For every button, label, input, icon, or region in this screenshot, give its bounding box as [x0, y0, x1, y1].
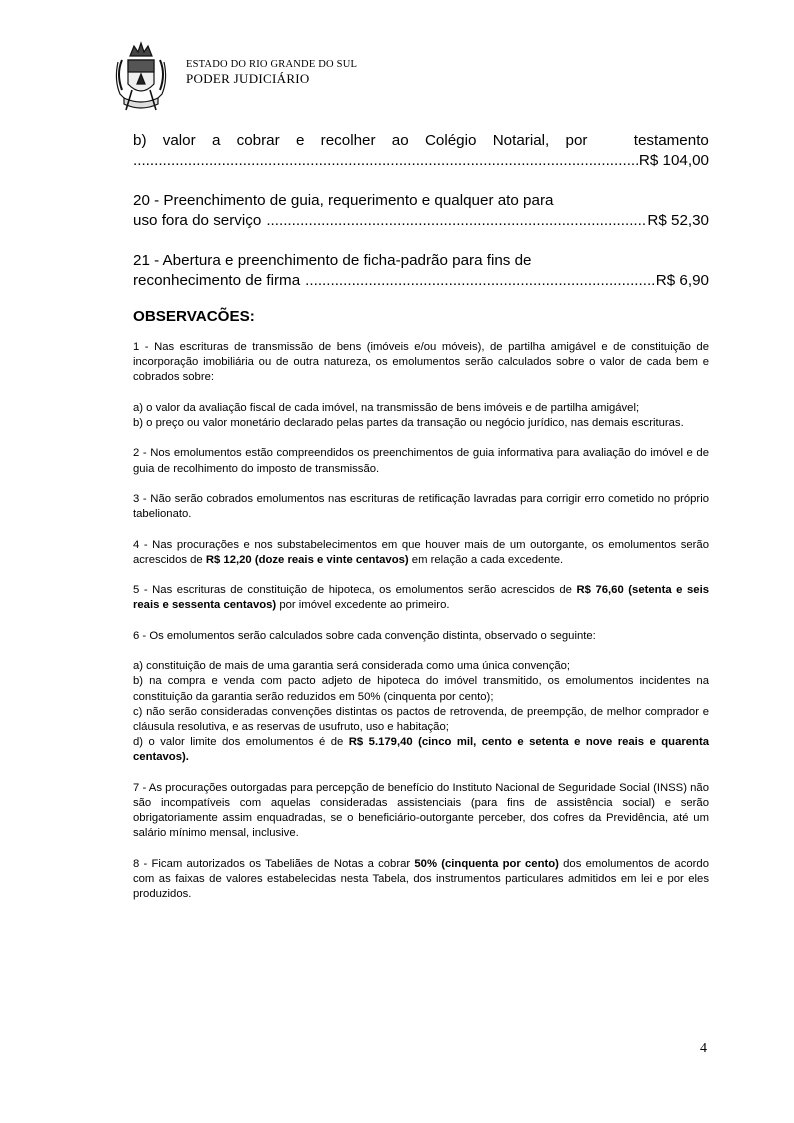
paragraph: a) constituição de mais de uma garantia será considerada como uma única convenção; — [133, 660, 571, 673]
fee-item-20 — [133, 191, 709, 231]
word: e — [295, 132, 305, 149]
paragraph: b) o preço ou valor monetário declarado pelas partes da transação ou negócio jurídico, nas demais escrituras. — [133, 417, 684, 429]
observation-6-items — [133, 659, 709, 765]
paragraph: 7 - As procurações outorgadas para percepção de benefício do Instituto Nacional de Seguridade Social (INSS) não são incompatíveis com aquelas consideradas assistenciais (para fins de assistência social) e serão obrigatoriamente assim enquadradas, se o beneficiário-outorgante perceber, dos cofres da Previdência, até um salário mínimo mensal, inclusive. — [133, 781, 709, 840]
word: recolher — [320, 132, 376, 149]
fee-item-20-line1: 20 - Preenchimento de guia, requerimento e qualquer ato para — [133, 192, 554, 209]
fee-item-21-price-row — [133, 271, 709, 291]
word: Colégio — [424, 132, 477, 149]
text: 5 - Nas escrituras de constituição de hipoteca, os emolumentos serão acrescidos de — [133, 584, 577, 597]
paragraph: b) na compra e venda com pacto adjeto de hipoteca do imóvel transmitido, os emolumentos incidentes na constituição da garantia serão reduzidos em 50% (cinquenta por cento); — [133, 675, 709, 703]
page-number: 4 — [700, 1041, 707, 1056]
paragraph — [133, 583, 709, 613]
fee-price: R$ 52,30 — [647, 212, 709, 229]
text: dos emolumentos de acordo com as faixas de valores estabelecidas nesta Tabela, dos instrumentos particulares admitidos em lei e por eles produzidos. — [133, 857, 709, 901]
dot-leader — [305, 271, 655, 291]
word: Notarial, — [492, 132, 550, 149]
paragraph — [133, 735, 709, 765]
observation-8 — [133, 857, 709, 903]
fee-item-b — [133, 131, 709, 171]
observation-5 — [133, 583, 709, 613]
document-body — [133, 131, 709, 918]
header-state: ESTADO DO RIO GRANDE DO SUL — [186, 59, 358, 70]
observations-heading: OBSERVACÕES: — [133, 308, 255, 325]
observation-1 — [133, 340, 709, 386]
fee-item-b-price-row — [133, 151, 709, 171]
text: 8 - Ficam autorizados os Tabeliães de Notas a cobrar — [133, 857, 415, 870]
text: por imóvel excedente ao primeiro. — [276, 599, 450, 612]
fee-price: R$ 6,90 — [655, 272, 709, 289]
word: testamento — [633, 132, 709, 149]
text: em relação a cada excedente. — [408, 553, 564, 566]
fee-item-20-line2: uso fora do serviço — [133, 212, 262, 229]
word: cobrar — [236, 132, 280, 149]
fee-item-21-line2: reconhecimento de firma — [133, 272, 301, 289]
paragraph: a) o valor da avaliação fiscal de cada imóvel, na transmissão de bens imóveis e de partilha amigável; — [133, 401, 640, 414]
fee-price: R$ 104,00 — [638, 152, 709, 169]
paragraph — [133, 857, 709, 903]
paragraph: c) não serão consideradas convenções distintas os pactos de retrovenda, de preempção, de melhor comprador e cláusula resolutiva, e as reservas de usufruto, uso e habitação; — [133, 705, 709, 733]
observation-4 — [133, 538, 709, 568]
fee-item-21-line1: 21 - Abertura e preenchimento de ficha-padrão para fins de — [133, 252, 532, 269]
text: d) o valor limite dos emolumentos é de — [133, 736, 349, 749]
fee-item-20-price-row — [133, 211, 709, 231]
fee-item-21 — [133, 251, 709, 291]
fee-item-b-line1 — [133, 131, 709, 151]
header — [186, 58, 357, 87]
word: ao — [391, 132, 409, 149]
bold-amount: R$ 5.179,40 (cinco mil, cento e setenta e nove reais e quarenta centavos). — [133, 736, 709, 764]
bold-amount: R$ 12,20 (doze reais e vinte centavos) — [205, 553, 409, 566]
observation-2 — [133, 446, 709, 476]
paragraph: 3 - Não serão cobrados emolumentos nas escrituras de retificação lavradas para corrigir erro cometido no próprio tabelionato. — [133, 492, 709, 521]
paragraph — [133, 538, 709, 568]
observation-1-items — [133, 401, 709, 431]
paragraph: 2 - Nos emolumentos estão compreendidos os preenchimentos de guia informativa para avaliação do imóvel e de guia de recolhimento do imposto de transmissão. — [133, 447, 709, 475]
observations — [133, 340, 709, 902]
bold-amount: 50% (cinquenta por cento) — [414, 857, 559, 870]
dot-leader — [133, 151, 638, 171]
header-judiciary: PODER JUDICIÁRIO — [186, 71, 310, 86]
observation-6 — [133, 629, 709, 644]
observation-7 — [133, 781, 709, 842]
word: por — [565, 132, 588, 149]
bold-amount: R$ 76,60 (setenta e seis reais e sessenta centavos) — [133, 584, 709, 612]
observation-3 — [133, 492, 709, 522]
word: valor — [162, 132, 196, 149]
dot-leader — [266, 211, 646, 231]
paragraph: 1 - Nas escrituras de transmissão de bens (imóveis e/ou móveis), de partilha amigável e de constituição de incorporação imobiliária ou de outra natureza, os emolumentos serão calculados sobre o valor de cada bem e cobrados sobre: — [133, 341, 709, 384]
word: b) — [133, 132, 147, 149]
paragraph: 6 - Os emolumentos serão calculados sobre cada convenção distinta, observado o seguinte: — [133, 629, 596, 642]
word: a — [211, 132, 221, 149]
text: 4 - Nas procurações e nos substabelecimentos em que houver mais de um outorgante, os emolumentos serão acrescidos de — [133, 538, 709, 566]
coat-of-arms-icon — [112, 40, 170, 112]
